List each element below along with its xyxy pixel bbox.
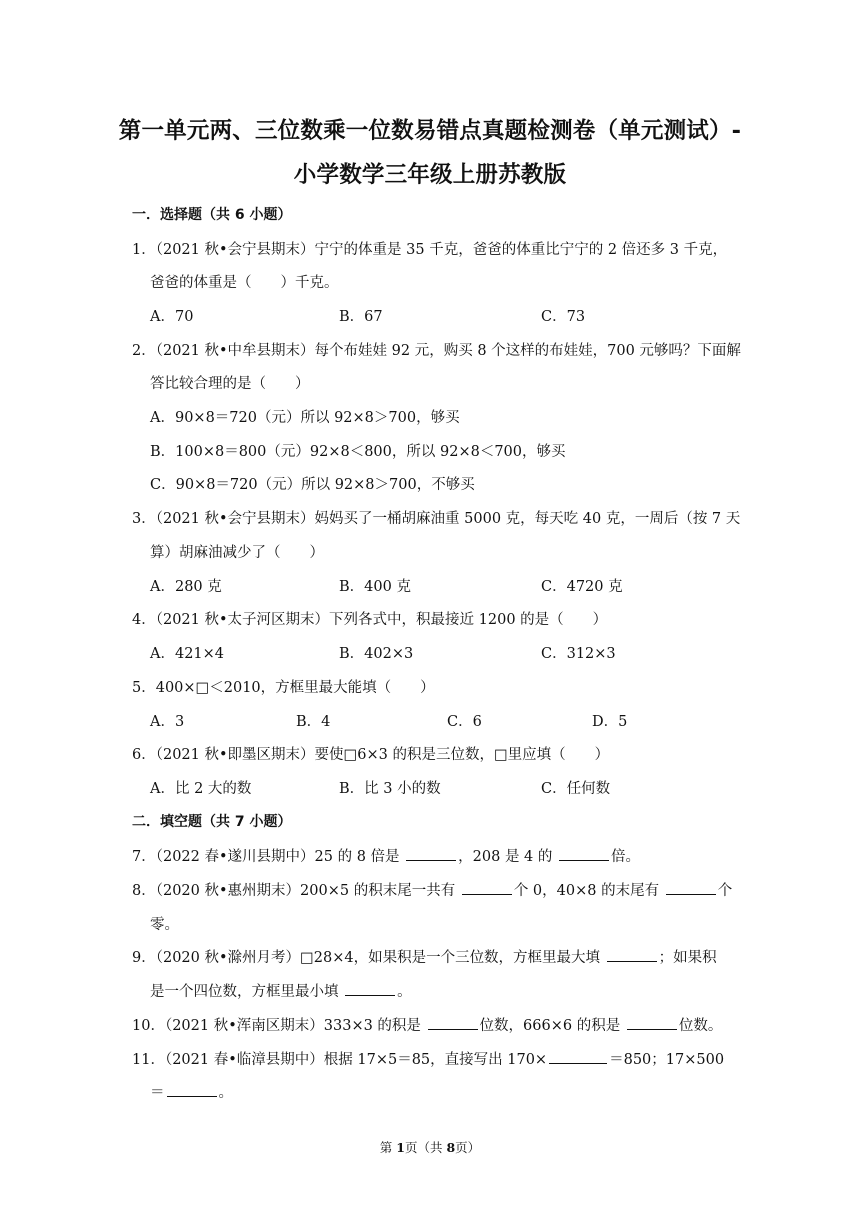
- question-4-option-a: A．421×4: [150, 646, 225, 662]
- question-10-line1: [132, 1014, 722, 1035]
- question-2-line2: 答比较合理的是（ ）: [150, 376, 310, 392]
- question-5-option-b: B．4: [296, 714, 331, 730]
- question-7-line1: [132, 845, 640, 866]
- question-9-text-3: 是一个四位数，方框里最小填: [150, 984, 344, 1000]
- answer-blank[interactable]: [167, 1082, 217, 1097]
- question-6-option-c: C．任何数: [541, 781, 611, 797]
- question-7-text-3: 倍。: [611, 849, 640, 865]
- question-7-text-1: 7．（2022 春•遂川县期中）25 的 8 倍是: [132, 849, 405, 865]
- question-9-text-2: ；如果积: [658, 950, 717, 966]
- question-6-option-b: B．比 3 小的数: [339, 781, 441, 797]
- question-5-option-c: C．6: [447, 714, 482, 730]
- question-5-line1: 5．400×□＜2010，方框里最大能填（ ）: [132, 680, 435, 696]
- answer-blank[interactable]: [666, 880, 716, 895]
- question-3-option-b: B．400 克: [339, 579, 411, 595]
- question-11-line2: [150, 1081, 233, 1102]
- question-3-option-a: A．280 克: [150, 579, 222, 595]
- question-11-text-3: ＝: [150, 1085, 165, 1101]
- section-heading-choice: 一．选择题（共 6 小题）: [132, 207, 292, 223]
- question-8-text-2: 个 0，40×8 的末尾有: [513, 883, 664, 899]
- question-2-option-c: C．90×8＝720（元）所以 92×8＞700，不够买: [150, 477, 475, 493]
- question-10-text-1: 10．（2021 秋•浑南区期末）333×3 的积是: [132, 1018, 426, 1034]
- answer-blank[interactable]: [345, 981, 395, 996]
- page-title-line1: 第一单元两、三位数乘一位数易错点真题检测卷（单元测试）-: [118, 118, 742, 144]
- page-title-line2: 小学数学三年级上册苏教版: [293, 162, 567, 188]
- question-4-option-c: C．312×3: [541, 646, 616, 662]
- question-9-line1: [132, 946, 717, 967]
- question-10-text-3: 位数。: [678, 1018, 723, 1034]
- question-8-line1: [132, 879, 732, 900]
- question-1-line2: 爸爸的体重是（ ）千克。: [150, 275, 339, 291]
- question-8-text-3: 个: [717, 883, 733, 899]
- footer-prefix: 第: [379, 1140, 397, 1155]
- question-6-option-a: A．比 2 大的数: [150, 781, 252, 797]
- question-4-option-b: B．402×3: [339, 646, 414, 662]
- footer-suffix: 页）: [455, 1140, 481, 1155]
- question-6-line1: 6．（2021 秋•即墨区期末）要使□6×3 的积是三位数，□里应填（ ）: [132, 747, 610, 763]
- answer-blank[interactable]: [462, 880, 512, 895]
- question-1-option-a: A．70: [150, 309, 194, 325]
- question-3-line1: 3．（2021 秋•会宁县期末）妈妈买了一桶胡麻油重 5000 克，每天吃 40 克，一周后（按 7 天: [132, 511, 741, 527]
- question-9-text-1: 9．（2020 秋•滁州月考）□28×4，如果积是一个三位数，方框里最大填: [132, 950, 605, 966]
- question-2-line1: 2．（2021 秋•中牟县期末）每个布娃娃 92 元，购买 8 个这样的布娃娃，700 元够吗？下面解: [132, 343, 741, 359]
- question-1-option-b: B．67: [339, 309, 383, 325]
- footer-total-pages: 8: [446, 1140, 456, 1155]
- question-11-text-2: ＝850；17×500: [609, 1052, 725, 1068]
- question-1-line1: 1．（2021 秋•会宁县期末）宁宁的体重是 35 千克，爸爸的体重比宁宁的 2 倍还多 3 千克，: [132, 242, 728, 258]
- footer-mid: 页（共: [404, 1140, 447, 1155]
- question-9-line2: [150, 980, 412, 1001]
- question-9-text-4: 。: [397, 984, 412, 1000]
- question-10-text-2: 位数，666×6 的积是: [479, 1018, 625, 1034]
- question-8-text-1: 8．（2020 秋•惠州期末）200×5 的积末尾一共有: [132, 883, 460, 899]
- question-11-line1: [132, 1048, 724, 1069]
- answer-blank[interactable]: [627, 1015, 677, 1030]
- question-5-option-d: D．5: [592, 714, 628, 730]
- question-8-line2: 零。: [150, 917, 179, 933]
- question-5-option-a: A．3: [150, 714, 185, 730]
- section-heading-fill: 二．填空题（共 7 小题）: [132, 814, 292, 830]
- question-3-option-c: C．4720 克: [541, 579, 623, 595]
- answer-blank[interactable]: [406, 846, 456, 861]
- answer-blank[interactable]: [428, 1015, 478, 1030]
- question-11-text-1: 11．（2021 春•临漳县期中）根据 17×5＝85，直接写出 170×: [132, 1052, 548, 1068]
- question-7-text-2: ，208 是 4 的: [458, 849, 557, 865]
- question-11-text-4: 。: [218, 1085, 233, 1101]
- answer-blank[interactable]: [607, 947, 657, 962]
- question-4-line1: 4．（2021 秋•太子河区期末）下列各式中，积最接近 1200 的是（ ）: [132, 612, 608, 628]
- answer-blank[interactable]: [549, 1049, 607, 1064]
- answer-blank[interactable]: [559, 846, 609, 861]
- question-1-option-c: C．73: [541, 309, 586, 325]
- page-footer: [0, 1138, 860, 1156]
- question-2-option-b: B．100×8＝800（元）92×8＜800，所以 92×8＜700，够买: [150, 444, 566, 460]
- question-3-line2: 算）胡麻油减少了（ ）: [150, 545, 324, 561]
- question-2-option-a: A．90×8＝720（元）所以 92×8＞700，够买: [150, 410, 460, 426]
- footer-page-number: 1: [396, 1140, 405, 1155]
